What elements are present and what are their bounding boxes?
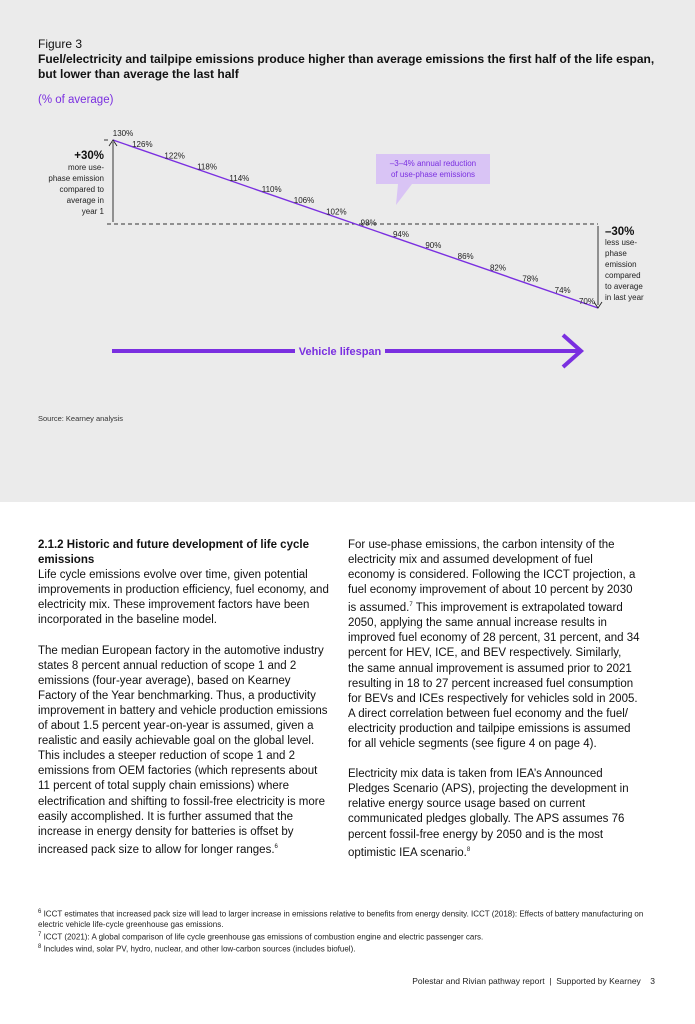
point-label: 118%: [197, 162, 217, 172]
end-annotation-line: compared: [605, 271, 641, 280]
footer-text: Polestar and Rivian pathway report | Supported by Kearney: [412, 976, 641, 986]
footnotes: [38, 907, 663, 955]
start-annotation-line: phase emission: [48, 174, 104, 183]
point-label: 90%: [425, 241, 442, 250]
end-annotation-value: –30%: [605, 226, 635, 238]
end-annotation-line: phase: [605, 249, 627, 258]
point-label: 98%: [360, 218, 377, 228]
point-label: 114%: [229, 173, 250, 183]
figure-unit: (% of average): [38, 94, 114, 106]
left-paragraph-1: Life cycle emissions evolve over time, given potential improvements in production efficiency, fuel economy, and electricity mix. These improvement factors have been incorporated in the baseline model.: [38, 569, 329, 627]
end-annotation-line: emission: [605, 260, 637, 269]
footnote: $^6$ ICCT estimates that increased pack size will lead to larger increase in emissions relative to benefits from energy density. ICCT (2018): Effects of battery manufacturing on electric vehicle life-cycle greenhouse gas emissions.: [38, 909, 644, 929]
emissions-line-chart: [0, 0, 695, 420]
callout-line: –3–4% annual reduction: [389, 159, 477, 168]
end-annotation-line: in last year: [605, 293, 644, 302]
point-label: 74%: [554, 285, 571, 295]
start-annotation-line: compared to: [59, 185, 104, 194]
point-label: 86%: [457, 252, 474, 262]
point-label: 106%: [293, 196, 315, 206]
footnote: $^8$ Includes wind, solar PV, hydro, nuclear, and other low-carbon sources (includes biofuel).: [38, 944, 356, 954]
point-label: 126%: [132, 140, 153, 150]
figure-title: Fuel/electricity and tailpipe emissions produce higher than average emissions the first half of the life espan, but lower than average the last half: [38, 52, 655, 81]
right-column: [348, 538, 640, 876]
left-paragraph-2: The median European factory in the automotive industry states 8 percent annual reduction of scope 1 and 2 emissions (four-year average), based on Kearney Factory of the Year benchmarking. Thus, a productivity improvement in battery and vehicle production emissions of about 1.5 percent year-on-year is assumed, given a realistic and easily achievable goal on the global level. This includes a steeper reduction of scope 1 and 2 emissions from OEM factories (which represents about 11 percent of total supply chain emissions) where electrification and shifting to fossil-free electricity is more easily accomplished. It is further assumed that the increase in energy density for batteries is offset by increased pack size to allow for longer ranges.: [38, 644, 328, 856]
figure-label: Figure 3: [38, 37, 83, 51]
start-annotation-line: average in: [66, 196, 104, 205]
end-annotation-line: less use-: [605, 238, 638, 247]
left-column: [38, 538, 330, 873]
figure-source: Source: Kearney analysis: [38, 414, 124, 423]
footnote-ref-8: 8: [466, 846, 471, 853]
callout-line: of use-phase emissions: [390, 170, 476, 179]
start-annotation-line: year 1: [81, 207, 104, 216]
footnote-ref-6: 6: [274, 843, 278, 850]
point-label: 82%: [489, 263, 507, 273]
page-footer: [412, 976, 655, 986]
point-label: 102%: [326, 207, 347, 217]
point-label: 130%: [112, 129, 134, 138]
point-label: 70%: [578, 297, 595, 306]
start-annotation-value: +30%: [74, 150, 104, 162]
start-annotation-line: more use-: [67, 163, 104, 172]
section-heading: 2.1.2 Historic and future development of life cycle emissions: [38, 539, 309, 567]
point-label: 94%: [392, 229, 410, 239]
footnote: $^7$ ICCT (2021): A global comparison of life cycle greenhouse gas emissions of combustion engine and electric passenger cars.: [38, 931, 484, 942]
end-annotation-line: to average: [605, 282, 643, 291]
footnote-ref-7: 7: [409, 602, 413, 609]
point-label: 110%: [261, 185, 282, 194]
right-paragraph-2: Electricity mix data is taken from IEA’s Announced Pledges Scenario (APS), projecting the development in relative energy source usage based on current communicated pledges globally. The APS assumes 76 percent fossil-free energy by 2050 and is the most optimistic IEA scenario.: [348, 768, 629, 859]
point-label: 78%: [522, 274, 539, 284]
right-paragraph-1a: For use-phase emissions, the carbon intensity of the electricity mix and assumed development of fuel economy is considered. Following the ICCT projection, a fuel economy improvement of about 10 percent by 2030 is assumed.: [348, 539, 636, 615]
lifespan-label: Vehicle lifespan: [298, 346, 382, 358]
page-number: 3: [650, 976, 655, 986]
point-label: 122%: [164, 151, 185, 161]
right-paragraph-1b: This improvement is extrapolated toward 2050, applying the same annual increase results in improved fuel economy of 28 percent, 31 percent, and 34 percent for HEV, ICE, and BEV respectively. Similarly, the same annual improvement is assumed prior to 2021 resulting in 18 to 27 percent increased fuel consumption for BEVs and ICEs respectively for vehicles sold in 2005. A direct correlation between fuel economy and the fuel/ electricity production and tailpipe emissions is assumed for all vehicle segments (see figure 4 on page 4).: [348, 602, 640, 751]
